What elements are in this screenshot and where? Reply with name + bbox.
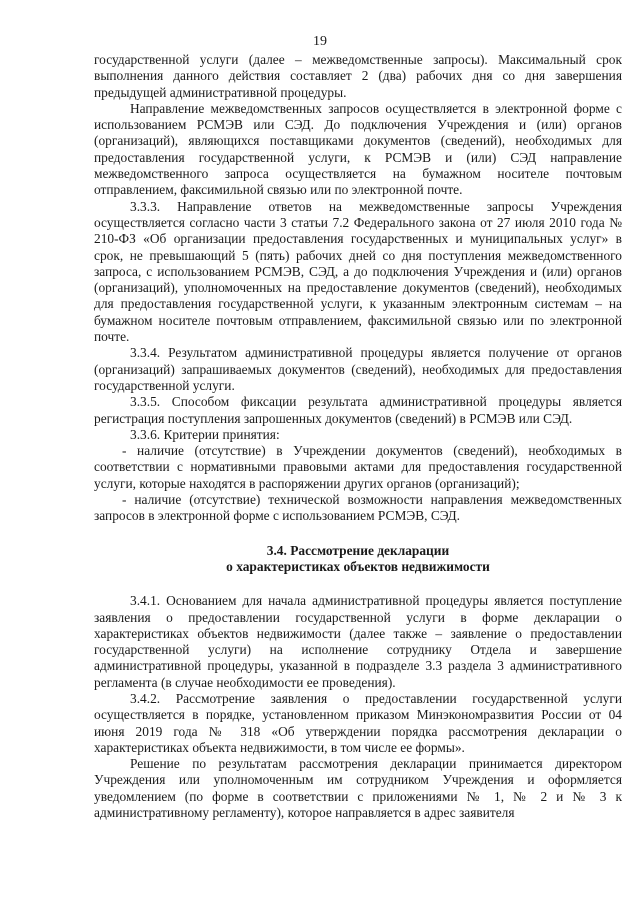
list-item-criteria-1: - наличие (отсутствие) в Учреждении документов (сведений), необходимых в соответствии с нормативными правовыми актами для предоставления государственной услуги, которые находятся в распоряжении других органов (организаций); bbox=[94, 443, 622, 491]
paragraph-continuation: государственной услуги (далее – межведомственные запросы). Максимальный срок выполнения данного действия составляет 2 (два) рабочих дня со дня завершения предыдущей административной процедуры. bbox=[94, 52, 622, 100]
section-heading-line2: о характеристиках объектов недвижимости bbox=[226, 558, 490, 574]
paragraph-3-3-4: 3.3.4. Результатом административной процедуры является получение от органов (организаций) запрашиваемых документов (сведений), необходимых для предоставления государственной услуги. bbox=[94, 345, 622, 393]
document-body bbox=[94, 52, 622, 821]
paragraph-interagency-requests: Направление межведомственных запросов осуществляется в электронной форме с использованием РСМЭВ или СЭД. До подключения Учреждения и (или) органов (организаций), являющихся поставщиками документов (сведений), необходимых для предоставления государственной услуги, к РСМЭВ и (или) СЭД направление межведомственного запроса осуществляется на бумажном носителе почтовым отправлением, факсимильной связью или по электронной почте. bbox=[94, 100, 622, 198]
paragraph-decision: Решение по результатам рассмотрения декларации принимается директором Учреждения или уполномоченным им сотрудником Учреждения и оформляется уведомлением (по форме в соответствии с приложениями № 1, № 2 и № 3 к административному регламенту), которое направляется в адрес заявителя bbox=[94, 756, 622, 821]
paragraph-3-3-5: 3.3.5. Способом фиксации результата административной процедуры является регистрация поступления запрошенных документов (сведений) в РСМЭВ или СЭД. bbox=[94, 394, 622, 426]
paragraph-3-3-6: 3.3.6. Критерии принятия: bbox=[130, 426, 280, 442]
paragraph-3-4-2: 3.4.2. Рассмотрение заявления о предоставлении государственной услуги осуществляется в порядке, установленном приказом Минэкономразвития России от 04 июня 2019 года № 318 «Об утверждении порядка рассмотрения декларации о характеристиках объекта недвижимости, в том числе ее формы». bbox=[94, 690, 622, 755]
section-heading-line1: 3.4. Рассмотрение декларации bbox=[266, 542, 450, 558]
paragraph-3-3-3: 3.3.3. Направление ответов на межведомственные запросы Учреждения осуществляется согласно части 3 статьи 7.2 Федерального закона от 27 июля 2010 года № 210-ФЗ «Об организации предоставления государственных и муниципальных услуг» в срок, не превышающий 5 (пять) рабочих дней со дня поступления межведомственного запроса, с использованием РСМЭВ, СЭД, а до подключения Учреждения и (или) органов (организаций), уполномоченных на предоставление документов (сведений), необходимых для предоставления государственной услуги, к указанным электронным системам – на бумажном носителе почтовым отправлением, факсимильной связью или по электронной почте. bbox=[94, 198, 622, 345]
page-number: 19 bbox=[313, 34, 327, 49]
list-item-criteria-2: - наличие (отсутствие) технической возможности направления межведомственных запросов в электронной форме с использованием РСМЭВ, СЭД. bbox=[94, 492, 622, 524]
paragraph-3-4-1: 3.4.1. Основанием для начала административной процедуры является поступление заявления о предоставлении государственной услуги в форме декларации о характеристиках объектов недвижимости (далее также – заявление о предоставлении государственной услуги) на исполнение сотруднику Отдела и завершение административной процедуры, указанной в подразделе 3.3 раздела 3 административного регламента (в случае необходимости ее проведения). bbox=[94, 593, 622, 690]
